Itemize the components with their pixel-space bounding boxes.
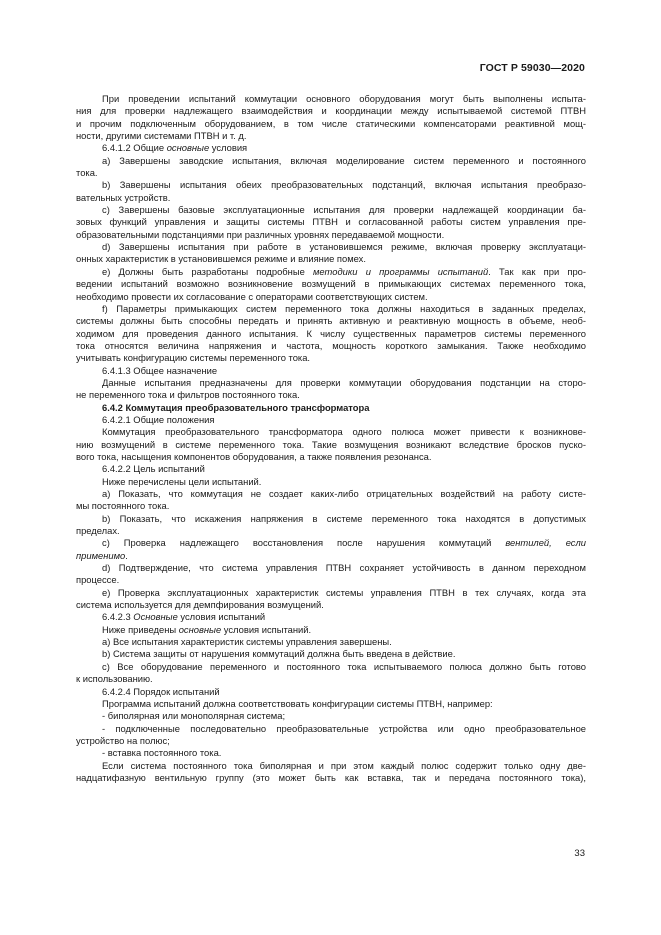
text-line: ности, другими системами ПТВН и т. д. — [76, 130, 247, 142]
text-line: b) Система защиты от нарушения коммутаций должна быть введена в действие. — [102, 648, 456, 660]
text-line: ходимом для проведения данного испытания. К числу существенных параметров системы переменного — [76, 327, 586, 339]
text-line: а) Все испытания характеристик системы управления завершены. — [102, 636, 392, 648]
text-line: необходимо провести их согласование с операторами соответствующих систем. — [76, 290, 428, 302]
text-line: При проведении испытаний коммутации основного оборудования могут быть выполнены испыта- — [102, 93, 586, 104]
text-line: 6.4.1.2 Общие основные условия — [102, 142, 248, 154]
text-line: c) Все оборудование переменного и постоянного тока испытываемого полюса должно быть готово — [102, 660, 586, 672]
text-line: к использованию. — [76, 673, 153, 685]
text-line: 6.4.2.3 Основные условия испытаний — [102, 611, 266, 623]
text-line: системы должны быть способны передать и принять активную и реактивную мощность в объеме, необ- — [76, 315, 586, 327]
text-line: не переменного тока и фильтров постоянного тока. — [76, 389, 300, 401]
text-line: e) Проверка эксплуатационных характеристик системы управления ПТВН в тех случаях, когда эта — [102, 586, 586, 598]
text-line: процессе. — [76, 574, 120, 586]
text-line: устройство на полюс; — [76, 734, 170, 746]
text-line: e) Должны быть разработаны подробные методики и программы испытаний. Так как при про- — [102, 265, 587, 277]
text-line: ведении испытаний возможно возникновение возмущений в примыкающих системах переменного тока, — [76, 278, 586, 290]
text-line: мы постоянного тока. — [76, 500, 170, 512]
text-line: зовых функций управления и защиты системы ПТВН и согласованной работы систем управления пре- — [76, 216, 586, 228]
text-line: учитывать конфигурацию системы переменного тока. — [76, 352, 311, 364]
text-line: онных характеристик в установившемся режиме и влияние помех. — [76, 253, 366, 265]
text-line: надцатифазную вентильную группу (это может быть как вставка, так и передача постоянного тока), — [76, 771, 586, 783]
section-heading: 6.4.2 Коммутация преобразовательного трансформатора — [102, 401, 370, 413]
text-line: Коммутация преобразовательного трансформатора одного полюса может привести к возникнове- — [102, 426, 586, 438]
text-line: и прочим подключенным оборудованием, в том числе статическими компенсаторами реактивной мощ- — [76, 117, 586, 129]
text-line: тока относятся величина напряжения и частота, мощность короткого замыкания. Также необходимо — [76, 339, 586, 351]
text-line: b) Завершены испытания обеих преобразовательных подстанций, включая испытания преобразо- — [102, 179, 586, 191]
text-line: тока. — [76, 167, 98, 179]
text-line: - вставка постоянного тока. — [102, 747, 222, 759]
text-line: вого тока, насыщения компонентов оборудования, а также появления резонанса. — [76, 450, 432, 462]
text-line: Ниже приведены основные условия испытаний. — [102, 623, 312, 635]
text-line: а) Завершены заводские испытания, включая моделирование систем переменного и постоянного — [102, 154, 586, 166]
text-line: 6.4.2.4 Порядок испытаний — [102, 685, 220, 697]
text-line: d) Подтверждение, что система управления ПТВН сохраняет устойчивость в данном переходном — [102, 562, 586, 574]
text-line: - биполярная или монополярная система; — [102, 710, 286, 722]
text-line: вательных устройств. — [76, 191, 171, 203]
text-line: b) Показать, что искажения напряжения в системе переменного тока находятся в допустимых — [102, 512, 586, 524]
text-line: c) Завершены базовые эксплуатационные испытания для проверки надлежащей координации ба- — [102, 204, 586, 216]
text-line: 6.4.1.3 Общее назначение — [102, 364, 218, 376]
text-line: нию возмущений в системе переменного тока. Такие возмущения возникают вследствие бросков пуско- — [76, 438, 586, 450]
standard-designation: ГОСТ Р 59030—2020 — [479, 62, 585, 74]
text-line: пределах. — [76, 525, 120, 537]
text-line: применимо. — [76, 549, 128, 561]
text-line: образовательными подстанциями при различных уровнях передаваемой мощности. — [76, 228, 445, 240]
text-line: ния для проверки надлежащего взаимодействия и координации между испытываемой системой ПТВН — [76, 105, 586, 117]
page-number: 33 — [574, 848, 585, 859]
text-line: - подключенные последовательно преобразовательные устройства или одно преобразовательное — [102, 722, 586, 734]
text-line: 6.4.2.2 Цель испытаний — [102, 463, 205, 475]
text-line: c) Проверка надлежащего восстановления после нарушения коммутаций вентилей, если — [102, 537, 586, 549]
text-line: d) Завершены испытания при работе в установившемся режиме, включая проверку эксплуатаци- — [102, 241, 586, 253]
text-line: Программа испытаний должна соответствовать конфигурации системы ПТВН, например: — [102, 697, 493, 709]
text-line: система используется для демпфирования возмущений. — [76, 599, 324, 611]
text-line: Ниже перечислены цели испытаний. — [102, 475, 262, 487]
text-line: Если система постоянного тока биполярная и при этом каждый полюс содержит только одну две- — [102, 759, 586, 771]
text-line: f) Параметры примыкающих систем переменного тока должны находиться в заданных пределах, — [102, 302, 586, 314]
document-body — [76, 93, 586, 784]
text-line: а) Показать, что коммутация не создает каких-либо отрицательных воздействий на работу систе- — [102, 488, 586, 499]
text-line: Данные испытания предназначены для проверки коммутации оборудования подстанции на сторо- — [102, 376, 586, 388]
text-line: 6.4.2.1 Общие положения — [102, 413, 215, 425]
